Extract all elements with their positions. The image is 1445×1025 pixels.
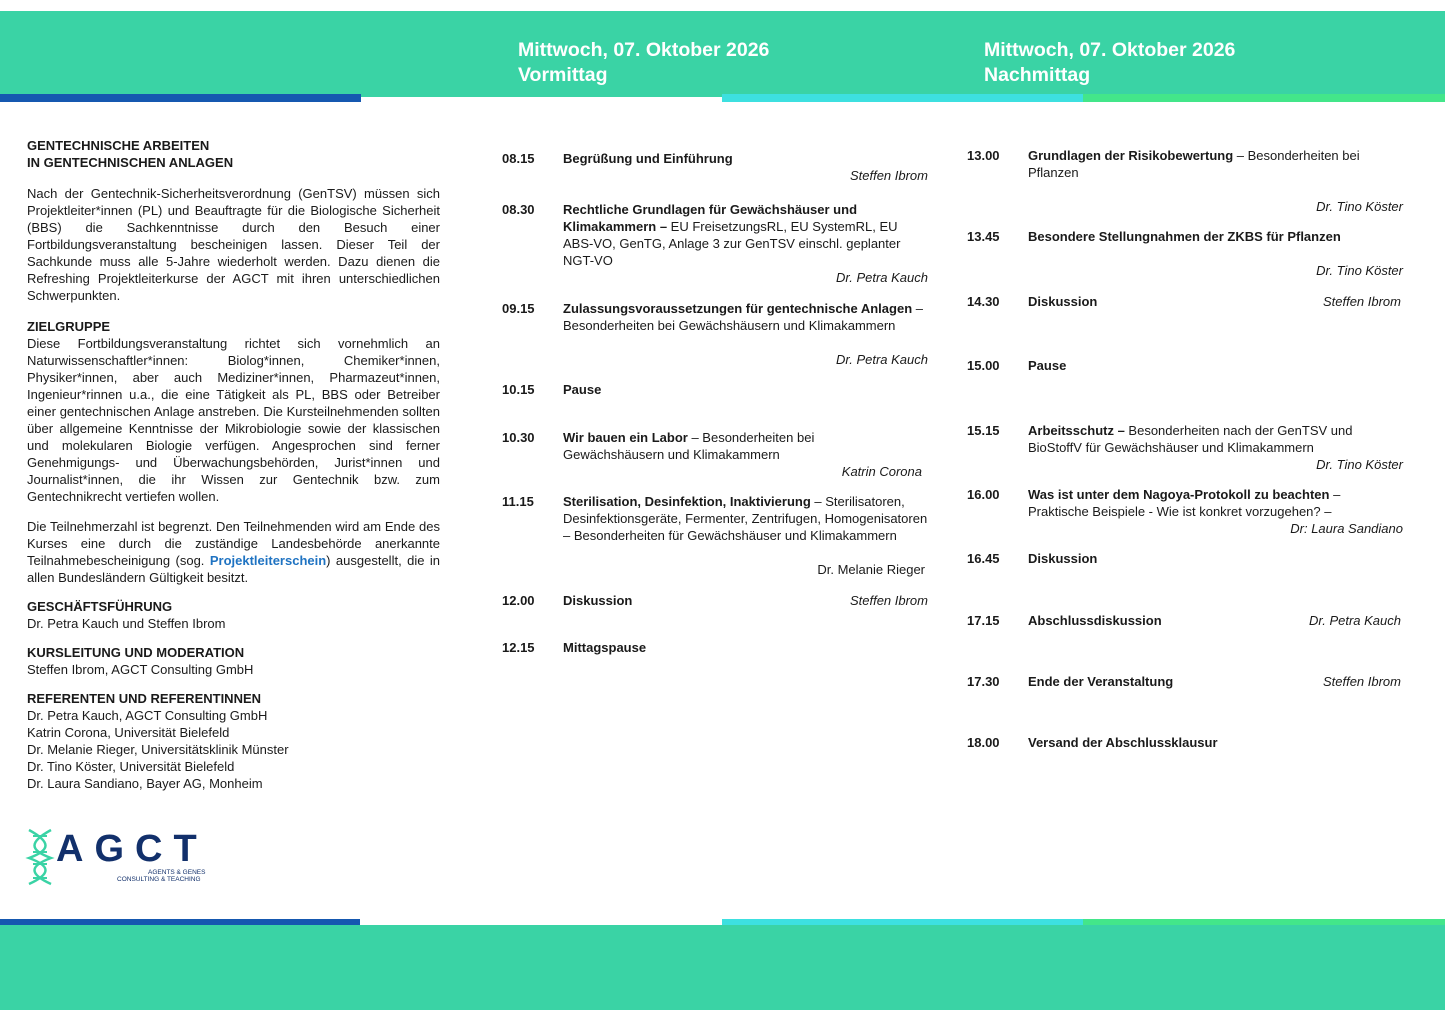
schedule-title: Sterilisation, Desinfektion, Inaktivierung – Sterilisatoren, Desinfektionsgeräte, Fermenter, Zentrifugen, Homogenisatoren – Besonderheiten für Gewächshäuser und Klimakammern [563, 494, 928, 543]
schedule-title: Diskussion [1028, 294, 1098, 309]
afternoon-header [984, 38, 1235, 88]
referent-item: Dr. Laura Sandiano, Bayer AG, Monheim [27, 776, 263, 791]
schedule-time: 08.30 [502, 202, 535, 217]
schedule-time: 12.15 [502, 640, 535, 655]
schedule-title: Diskussion [563, 593, 633, 608]
referenten-section [27, 690, 440, 792]
schedule-speaker: Dr. Tino Köster [1316, 263, 1403, 278]
kursleitung-section [27, 644, 440, 678]
schedule-time: 08.15 [502, 151, 535, 166]
schedule-time: 16.45 [967, 551, 1000, 566]
referent-item: Dr. Petra Kauch, AGCT Consulting GmbH [27, 708, 268, 723]
geschaeftsfuehrung-heading: GESCHÄFTSFÜHRUNG [27, 599, 173, 614]
schedule-time: 15.15 [967, 423, 1000, 438]
agct-logo [25, 828, 225, 888]
schedule-time: 15.00 [967, 358, 1000, 373]
schedule-title: Diskussion [1028, 551, 1098, 566]
schedule-speaker: Steffen Ibrom [849, 168, 928, 183]
referent-item: Dr. Melanie Rieger, Universitätsklinik Münster [27, 742, 289, 757]
schedule-time: 13.45 [967, 229, 1000, 244]
schedule-time: 18.00 [967, 735, 1000, 750]
intro-section [27, 137, 440, 304]
schedule-title: Versand der Abschlussklausur [1028, 735, 1218, 750]
schedule-speaker: Dr. Tino Köster [1316, 199, 1403, 214]
schedule-title: Mittagspause [563, 640, 647, 655]
schedule-speaker: Dr. Melanie Rieger [817, 562, 925, 577]
info-column [27, 137, 440, 804]
header-stripe-green [1083, 94, 1445, 102]
dna-helix-icon [25, 828, 55, 886]
schedule-time: 13.00 [967, 148, 1000, 163]
logo-wordmark: AGCT [56, 828, 208, 870]
schedule-speaker: Steffen Ibrom [1322, 294, 1401, 309]
schedule-title: Arbeitsschutz – Besonderheiten nach der GenTSV und BioStoffV für Gewächshäuser und Klimakammern [1028, 423, 1353, 455]
schedule-speaker: Katrin Corona [841, 464, 922, 479]
referent-item: Katrin Corona, Universität Bielefeld [27, 725, 230, 740]
schedule-time: 17.15 [967, 613, 1000, 628]
header-stripe-blue [0, 94, 361, 102]
schedule-title: Wir bauen ein Labor – Besonderheiten bei Gewächshäusern und Klimakammern [563, 430, 815, 462]
schedule-speaker: Dr. Petra Kauch [835, 352, 928, 367]
schedule-speaker: Dr. Petra Kauch [1308, 613, 1401, 628]
logo-subtitle-1: AGENTS & GENES [148, 869, 206, 876]
afternoon-label: Nachmittag [984, 64, 1091, 86]
schedule-title: Begrüßung und Einführung [563, 151, 733, 166]
intro-heading-1: GENTECHNISCHE ARBEITEN [27, 138, 210, 153]
intro-heading-2: IN GENTECHNISCHEN ANLAGEN [27, 155, 234, 170]
schedule-time: 16.00 [967, 487, 1000, 502]
morning-header [518, 38, 769, 88]
header-stripe-cyan [722, 94, 1083, 102]
logo-subtitle-2: CONSULTING & TEACHING [117, 876, 201, 883]
morning-label: Vormittag [518, 64, 608, 86]
schedule-time: 11.15 [502, 494, 534, 509]
schedule-title: Ende der Veranstaltung [1028, 674, 1174, 689]
kursleitung-text: Steffen Ibrom, AGCT Consulting GmbH [27, 662, 254, 677]
schedule-time: 09.15 [502, 301, 535, 316]
schedule-speaker: Steffen Ibrom [1322, 674, 1401, 689]
schedule-title: Pause [1028, 358, 1067, 373]
schedule-time: 10.30 [502, 430, 535, 445]
referenten-heading: REFERENTEN UND REFERENTINNEN [27, 691, 262, 706]
geschaeftsfuehrung-text: Dr. Petra Kauch und Steffen Ibrom [27, 616, 226, 631]
kursleitung-heading: KURSLEITUNG UND MODERATION [27, 645, 245, 660]
schedule-title: Besondere Stellungnahmen der ZKBS für Pflanzen [1028, 229, 1341, 244]
schedule-speaker: Dr. Tino Köster [1316, 457, 1403, 472]
schedule-title: Was ist unter dem Nagoya-Protokoll zu beachten – Praktische Beispiele - Wie ist konkret vorzugehen? – [1028, 487, 1341, 519]
schedule-time: 17.30 [967, 674, 1000, 689]
schedule-time: 14.30 [967, 294, 1000, 309]
schedule-title: Zulassungsvoraussetzungen für gentechnische Anlagen – Besonderheiten bei Gewächshäusern und Klimakammern [563, 301, 923, 333]
schedule-time: 12.00 [502, 593, 535, 608]
morning-date: Mittwoch, 07. Oktober 2026 [518, 39, 770, 61]
intro-text: Nach der Gentechnik-Sicherheitsverordnung (GenTSV) müssen sich Projektleiter*innen (PL) und Beauftragte für die Biologische Sicherheit (BBS) die Sachkenntnisse durch den Besuch einer Fortbildungsveranstaltung bescheinigen lassen. Dieser Teil der Sachkunde muss alle 5-Jahre wiederholt werden. Dazu dienen die Refreshing Projektleiterkurse der AGCT mit ihren unterschiedlichen Schwerpunkten. [27, 186, 440, 303]
zielgruppe-text: Diese Fortbildungsveranstaltung richtet sich vornehmlich an Naturwissenschaftler*innen: Biolog*innen, Chemiker*innen, Physiker*innen, aber auch Mediziner*innen, Pharmazeut*innen, Ingenieur*rinnen u.a., die eine Tätigkeit als PL, BBS oder Betreiber einer gentechnischen Anlage anstreben. Die Kursteilnehmenden sollten über allgemeine Kenntnisse der Mikrobiologie sowie der klassischen und molekularen Biologie verfügen. Angesprochen sind ferner Genehmigungs- und Überwachungsbehörden, Jurist*innen und Journalist*innen, die ihr Wissen zur Gentechnik bzw. zum Gentechnikrecht vertiefen wollen. [27, 336, 440, 504]
geschaeftsfuehrung-section [27, 598, 440, 632]
zielgruppe-heading: ZIELGRUPPE [27, 319, 111, 334]
afternoon-date: Mittwoch, 07. Oktober 2026 [984, 39, 1236, 61]
projektleiterschein-link[interactable]: Projektleiterschein [209, 553, 327, 568]
schedule-title: Rechtliche Grundlagen für Gewächshäuser und Klimakammern – EU FreisetzungsRL, EU SystemRL, EU ABS-VO, GenTG, Anlage 3 zur GenTSV einschl. geplanter NGT-VO [563, 202, 901, 268]
schedule-title: Abschlussdiskussion [1028, 613, 1162, 628]
schedule-title: Grundlagen der Risikobewertung – Besonderheiten bei Pflanzen [1028, 148, 1360, 180]
footer-band [0, 925, 1445, 1010]
referent-item: Dr. Tino Köster, Universität Bielefeld [27, 759, 235, 774]
schedule-speaker: Dr: Laura Sandiano [1290, 521, 1403, 536]
schedule-speaker: Steffen Ibrom [849, 593, 928, 608]
schedule-time: 10.15 [502, 382, 535, 397]
zielgruppe-section [27, 318, 440, 586]
schedule-speaker: Dr. Petra Kauch [835, 270, 928, 285]
teilnehmer-text: Die Teilnehmerzahl ist begrenzt. Den Teilnehmenden wird am Ende des Kurses eine durch die zuständige Landesbehörde anerkannte Teilnahmebescheinigung (sog. Projektleiterschein) ausgestellt, die in allen Bundesländern Gültigkeit besitzt. [27, 519, 440, 585]
schedule-title: Pause [563, 382, 602, 397]
